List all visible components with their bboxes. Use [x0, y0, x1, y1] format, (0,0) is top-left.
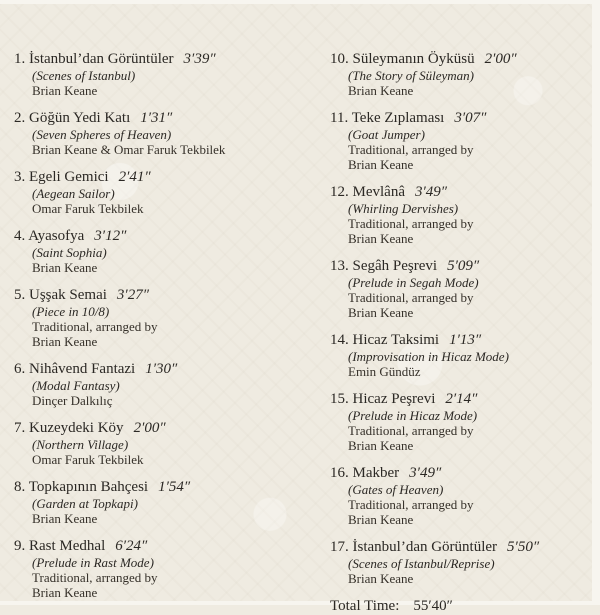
page-edge-right: [592, 0, 600, 605]
total-time: [330, 598, 592, 615]
track-number: 13.: [330, 258, 349, 274]
track-number: 5.: [14, 287, 26, 303]
track-number: 16.: [330, 465, 349, 481]
track-duration: 2′00″: [484, 51, 517, 67]
track-header: [14, 228, 304, 245]
track-number: 11.: [330, 110, 349, 126]
track-credit: Brian Keane & Omar Faruk Tekbilek: [32, 142, 226, 157]
track-credit: Omar Faruk Tekbilek: [32, 452, 144, 467]
track-title: Egeli Gemici: [29, 169, 109, 185]
track-english-title: (Saint Sophia): [32, 245, 107, 260]
track-duration: 2′00″: [133, 420, 166, 436]
track-credit: Traditional, arranged by: [32, 570, 158, 585]
track-credit: Brian Keane: [348, 438, 414, 453]
track-title: Nihâvend Fantazi: [29, 361, 136, 377]
track-credit: Traditional, arranged by: [348, 142, 474, 157]
track-item: [14, 110, 304, 157]
track-number: 2.: [14, 110, 26, 126]
track-credit: Brian Keane: [32, 334, 98, 349]
track-number: 14.: [330, 332, 349, 348]
track-header: [14, 51, 304, 68]
track-title: Mevlânâ: [352, 184, 405, 200]
track-duration: 3′27″: [116, 287, 149, 303]
track-header: [330, 51, 592, 68]
track-list-left: [14, 51, 304, 612]
track-title: Topkapının Bahçesi: [28, 479, 149, 495]
track-duration: 5′09″: [447, 258, 480, 274]
track-duration: 5′50″: [507, 539, 540, 555]
track-credit: Brian Keane: [32, 83, 98, 98]
track-english-title: (Improvisation in Hicaz Mode): [348, 349, 509, 364]
track-english-title: (Scenes of Istanbul/Reprise): [348, 556, 495, 571]
track-duration: 3′07″: [454, 110, 487, 126]
track-number: 9.: [14, 538, 26, 554]
track-english-title: (Modal Fantasy): [32, 378, 120, 393]
track-credit: Brian Keane: [348, 83, 414, 98]
track-number: 7.: [14, 420, 26, 436]
track-item: [14, 479, 304, 526]
track-header: [14, 479, 304, 496]
track-credit: Traditional, arranged by: [348, 216, 474, 231]
track-number: 4.: [14, 228, 26, 244]
track-english-title: (Scenes of Istanbul): [32, 68, 136, 83]
track-header: [14, 169, 304, 186]
track-credit: Brian Keane: [348, 305, 414, 320]
track-english-title: (Goat Jumper): [348, 127, 425, 142]
track-item: [14, 287, 304, 349]
track-item: [14, 538, 304, 600]
track-header: [330, 539, 592, 556]
track-duration: 3′49″: [409, 465, 442, 481]
track-header: [330, 465, 592, 482]
track-credit: Brian Keane: [348, 157, 414, 172]
track-item: [330, 110, 592, 172]
track-credit: Traditional, arranged by: [348, 423, 474, 438]
track-header: [14, 361, 304, 378]
track-item: [330, 539, 592, 586]
track-number: 10.: [330, 51, 349, 67]
track-duration: 1′13″: [449, 332, 482, 348]
track-credit: Traditional, arranged by: [32, 319, 158, 334]
track-credit: Brian Keane: [348, 571, 414, 586]
track-credit: Emin Gündüz: [348, 364, 421, 379]
track-title: Ayasofya: [28, 228, 85, 244]
track-credit: Traditional, arranged by: [348, 290, 474, 305]
track-english-title: (Piece in 10/8): [32, 304, 110, 319]
track-number: 8.: [14, 479, 26, 495]
track-english-title: (Gates of Heaven): [348, 482, 444, 497]
track-credit: Brian Keane: [348, 512, 414, 527]
track-header: [330, 391, 592, 408]
track-duration: 6′24″: [115, 538, 148, 554]
track-duration: 1′31″: [140, 110, 173, 126]
track-title: Rast Medhal: [29, 538, 106, 554]
track-item: [14, 228, 304, 275]
track-item: [14, 361, 304, 408]
track-duration: 3′49″: [414, 184, 448, 200]
track-list-right: [330, 51, 592, 615]
track-header: [14, 538, 304, 555]
track-duration: 3′12″: [94, 228, 127, 244]
track-duration: 1′54″: [158, 479, 191, 495]
track-title: Süleymanın Öyküsü: [352, 51, 475, 67]
track-header: [330, 184, 592, 201]
track-item: [330, 332, 592, 379]
track-duration: 3′39″: [183, 51, 216, 67]
track-title: Hicaz Taksimi: [352, 332, 440, 348]
track-credit: Brian Keane: [32, 260, 98, 275]
track-header: [330, 332, 592, 349]
track-list-right-items: [330, 51, 592, 586]
track-duration: 2′14″: [445, 391, 478, 407]
track-item: [330, 51, 592, 98]
track-item: [330, 184, 592, 246]
track-number: 1.: [14, 51, 26, 67]
track-credit: Traditional, arranged by: [348, 497, 474, 512]
track-number: 12.: [330, 184, 349, 200]
track-header: [330, 258, 592, 275]
track-english-title: (Prelude in Segah Mode): [348, 275, 479, 290]
track-english-title: (Seven Spheres of Heaven): [32, 127, 172, 142]
track-item: [14, 420, 304, 467]
track-title: Uşşak Semai: [29, 287, 107, 303]
track-credit: Dinçer Dalkılıç: [32, 393, 113, 408]
track-english-title: (Garden at Topkapi): [32, 496, 138, 511]
track-english-title: (Prelude in Rast Mode): [32, 555, 154, 570]
track-title: İstanbul’dan Görüntüler: [29, 51, 174, 67]
track-title: Teke Zıplaması: [351, 110, 445, 126]
track-item: [14, 169, 304, 216]
track-title: Segâh Peşrevi: [352, 258, 438, 274]
track-title: Göğün Yedi Katı: [29, 110, 131, 126]
total-time-value: 55′40″: [413, 598, 453, 614]
track-credit: Brian Keane: [32, 511, 98, 526]
track-header: [14, 287, 304, 304]
track-credit: Omar Faruk Tekbilek: [32, 201, 144, 216]
track-number: 6.: [14, 361, 26, 377]
track-number: 15.: [330, 391, 349, 407]
track-number: 3.: [14, 169, 26, 185]
track-english-title: (Prelude in Hicaz Mode): [348, 408, 478, 423]
track-title: Makber: [352, 465, 400, 481]
track-item: [330, 391, 592, 453]
track-credit: Brian Keane: [348, 231, 414, 246]
track-header: [14, 420, 304, 437]
track-duration: 2′41″: [118, 169, 151, 185]
track-english-title: (The Story of Süleyman): [348, 68, 475, 83]
page-edge-top: [0, 0, 600, 4]
track-number: 17.: [330, 539, 349, 555]
track-english-title: (Northern Village): [32, 437, 129, 452]
track-header: [330, 110, 592, 127]
track-english-title: (Aegean Sailor): [32, 186, 115, 201]
track-item: [330, 465, 592, 527]
track-header: [14, 110, 304, 127]
track-duration: 1′30″: [145, 361, 178, 377]
track-title: Hicaz Peşrevi: [352, 391, 436, 407]
track-title: Kuzeydeki Köy: [29, 420, 124, 436]
track-english-title: (Whirling Dervishes): [348, 201, 459, 216]
track-credit: Brian Keane: [32, 585, 98, 600]
track-item: [14, 51, 304, 98]
track-title: İstanbul’dan Görüntüler: [352, 539, 498, 555]
track-item: [330, 258, 592, 320]
total-time-label: Total Time:: [330, 598, 400, 614]
